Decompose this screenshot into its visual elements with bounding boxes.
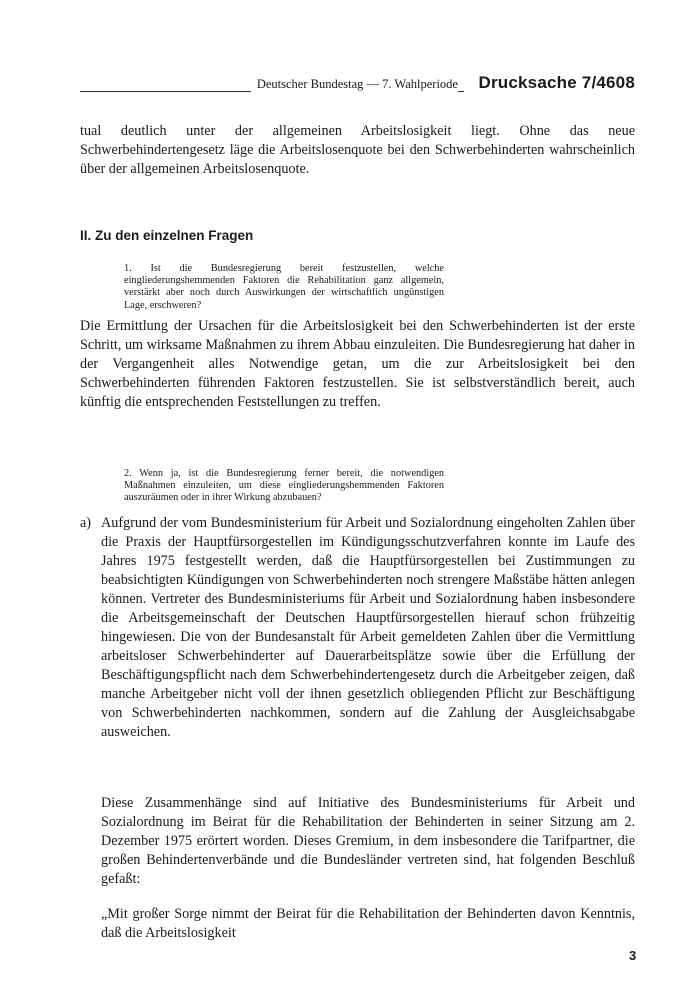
header-period: Deutscher Bundestag — 7. Wahlperiode [251, 77, 458, 92]
page-header [80, 73, 635, 96]
answer-2a-paragraph: Aufgrund der vom Bundesministerium für Arbeit und Sozialordnung eingeholten Zahlen über die Praxis der Hauptfürsorgestellen im Kündigungsschutzverfahren konnte im Laufe des Jahres 1975 festgestellt werden, daß die Hauptfürsorgestellen bei Zustimmungen zu beabsichtigten Kündigungen von Schwerbehinderten noch strengere Maßstäbe hätten anlegen können. Vertreter des Bundesministeriums für Arbeit und Sozialordnung haben insbesondere die Arbeitsgemeinschaft der Deutschen Hauptfürsorgestellen hierauf schon frühzeitig hingewiesen. Die von der Bundesanstalt für Arbeit gemeldeten Zahlen über die Vermittlung arbeitsloser Schwerbehinderter auf Dauerarbeitsplätze sowie über die Erfüllung der Beschäftigungspflicht nach dem Schwerbehindertengesetz durch die Arbeitgeber zeigen, daß manche Arbeitgeber nicht voll der ihnen gesetzlich obliegenden Pflicht zur Beschäftigung von Schwerbehinderten nachkommen, sondern auf die Zahlung der Ausgleichsabgabe ausweichen. [101, 515, 635, 740]
intro-paragraph: tual deutlich unter der allgemeinen Arbeitslosigkeit liegt. Ohne das neue Schwerbehindertengesetz läge die Arbeitslosenquote bei den Schwerbehinderten wahrscheinlich über der allgemeinen Arbeitslosenquote. [80, 123, 635, 177]
section-heading: II. Zu den einzelnen Fragen [80, 228, 254, 243]
page-number: 3 [629, 948, 637, 963]
header-document-number: Drucksache 7/4608 [464, 73, 635, 93]
list-marker-a: a) [80, 515, 92, 531]
question-1: 1. Ist die Bundesregierung bereit festzustellen, welche eingliederungshemmenden Faktoren die Rehabilitation ganz allgemein, verstärkt aber noch durch Auswirkungen der wirtschaftlich ungünstigen Lage, erschweren? [124, 263, 444, 311]
context-paragraph: Diese Zusammenhänge sind auf Initiative des Bundesministeriums für Arbeit und Sozialordnung im Beirat für die Rehabilitation der Behinderten in seiner Sitzung am 2. Dezember 1975 erörtert worden. Dieses Gremium, in dem insbesondere die Tarifpartner, die großen Behindertenverbände und die Bundesländer vertreten sind, hat folgenden Beschluß gefaßt: [101, 795, 635, 887]
answer-1-paragraph: Die Ermittlung der Ursachen für die Arbeitslosigkeit bei den Schwerbehinderten ist der erste Schritt, um wirksame Maßnahmen zu ihrem Abbau einzuleiten. Die Bundesregierung hat daher in der Vergangenheit alles Notwendige getan, um die zur Arbeitslosigkeit bei den Schwerbehinderten führenden Faktoren festzustellen. Sie ist selbstverständlich bereit, auch künftig die entsprechenden Feststellungen zu treffen. [80, 318, 635, 410]
quote-paragraph: „Mit großer Sorge nimmt der Beirat für die Rehabilitation der Behinderten davon Kenntnis, daß die Arbeitslosigkeit [101, 906, 635, 941]
question-2: 2. Wenn ja, ist die Bundesregierung ferner bereit, die notwendigen Maßnahmen einzuleiten, um diese eingliederungshemmenden Faktoren auszuräumen oder in ihrer Wirkung abzubauen? [124, 468, 444, 504]
